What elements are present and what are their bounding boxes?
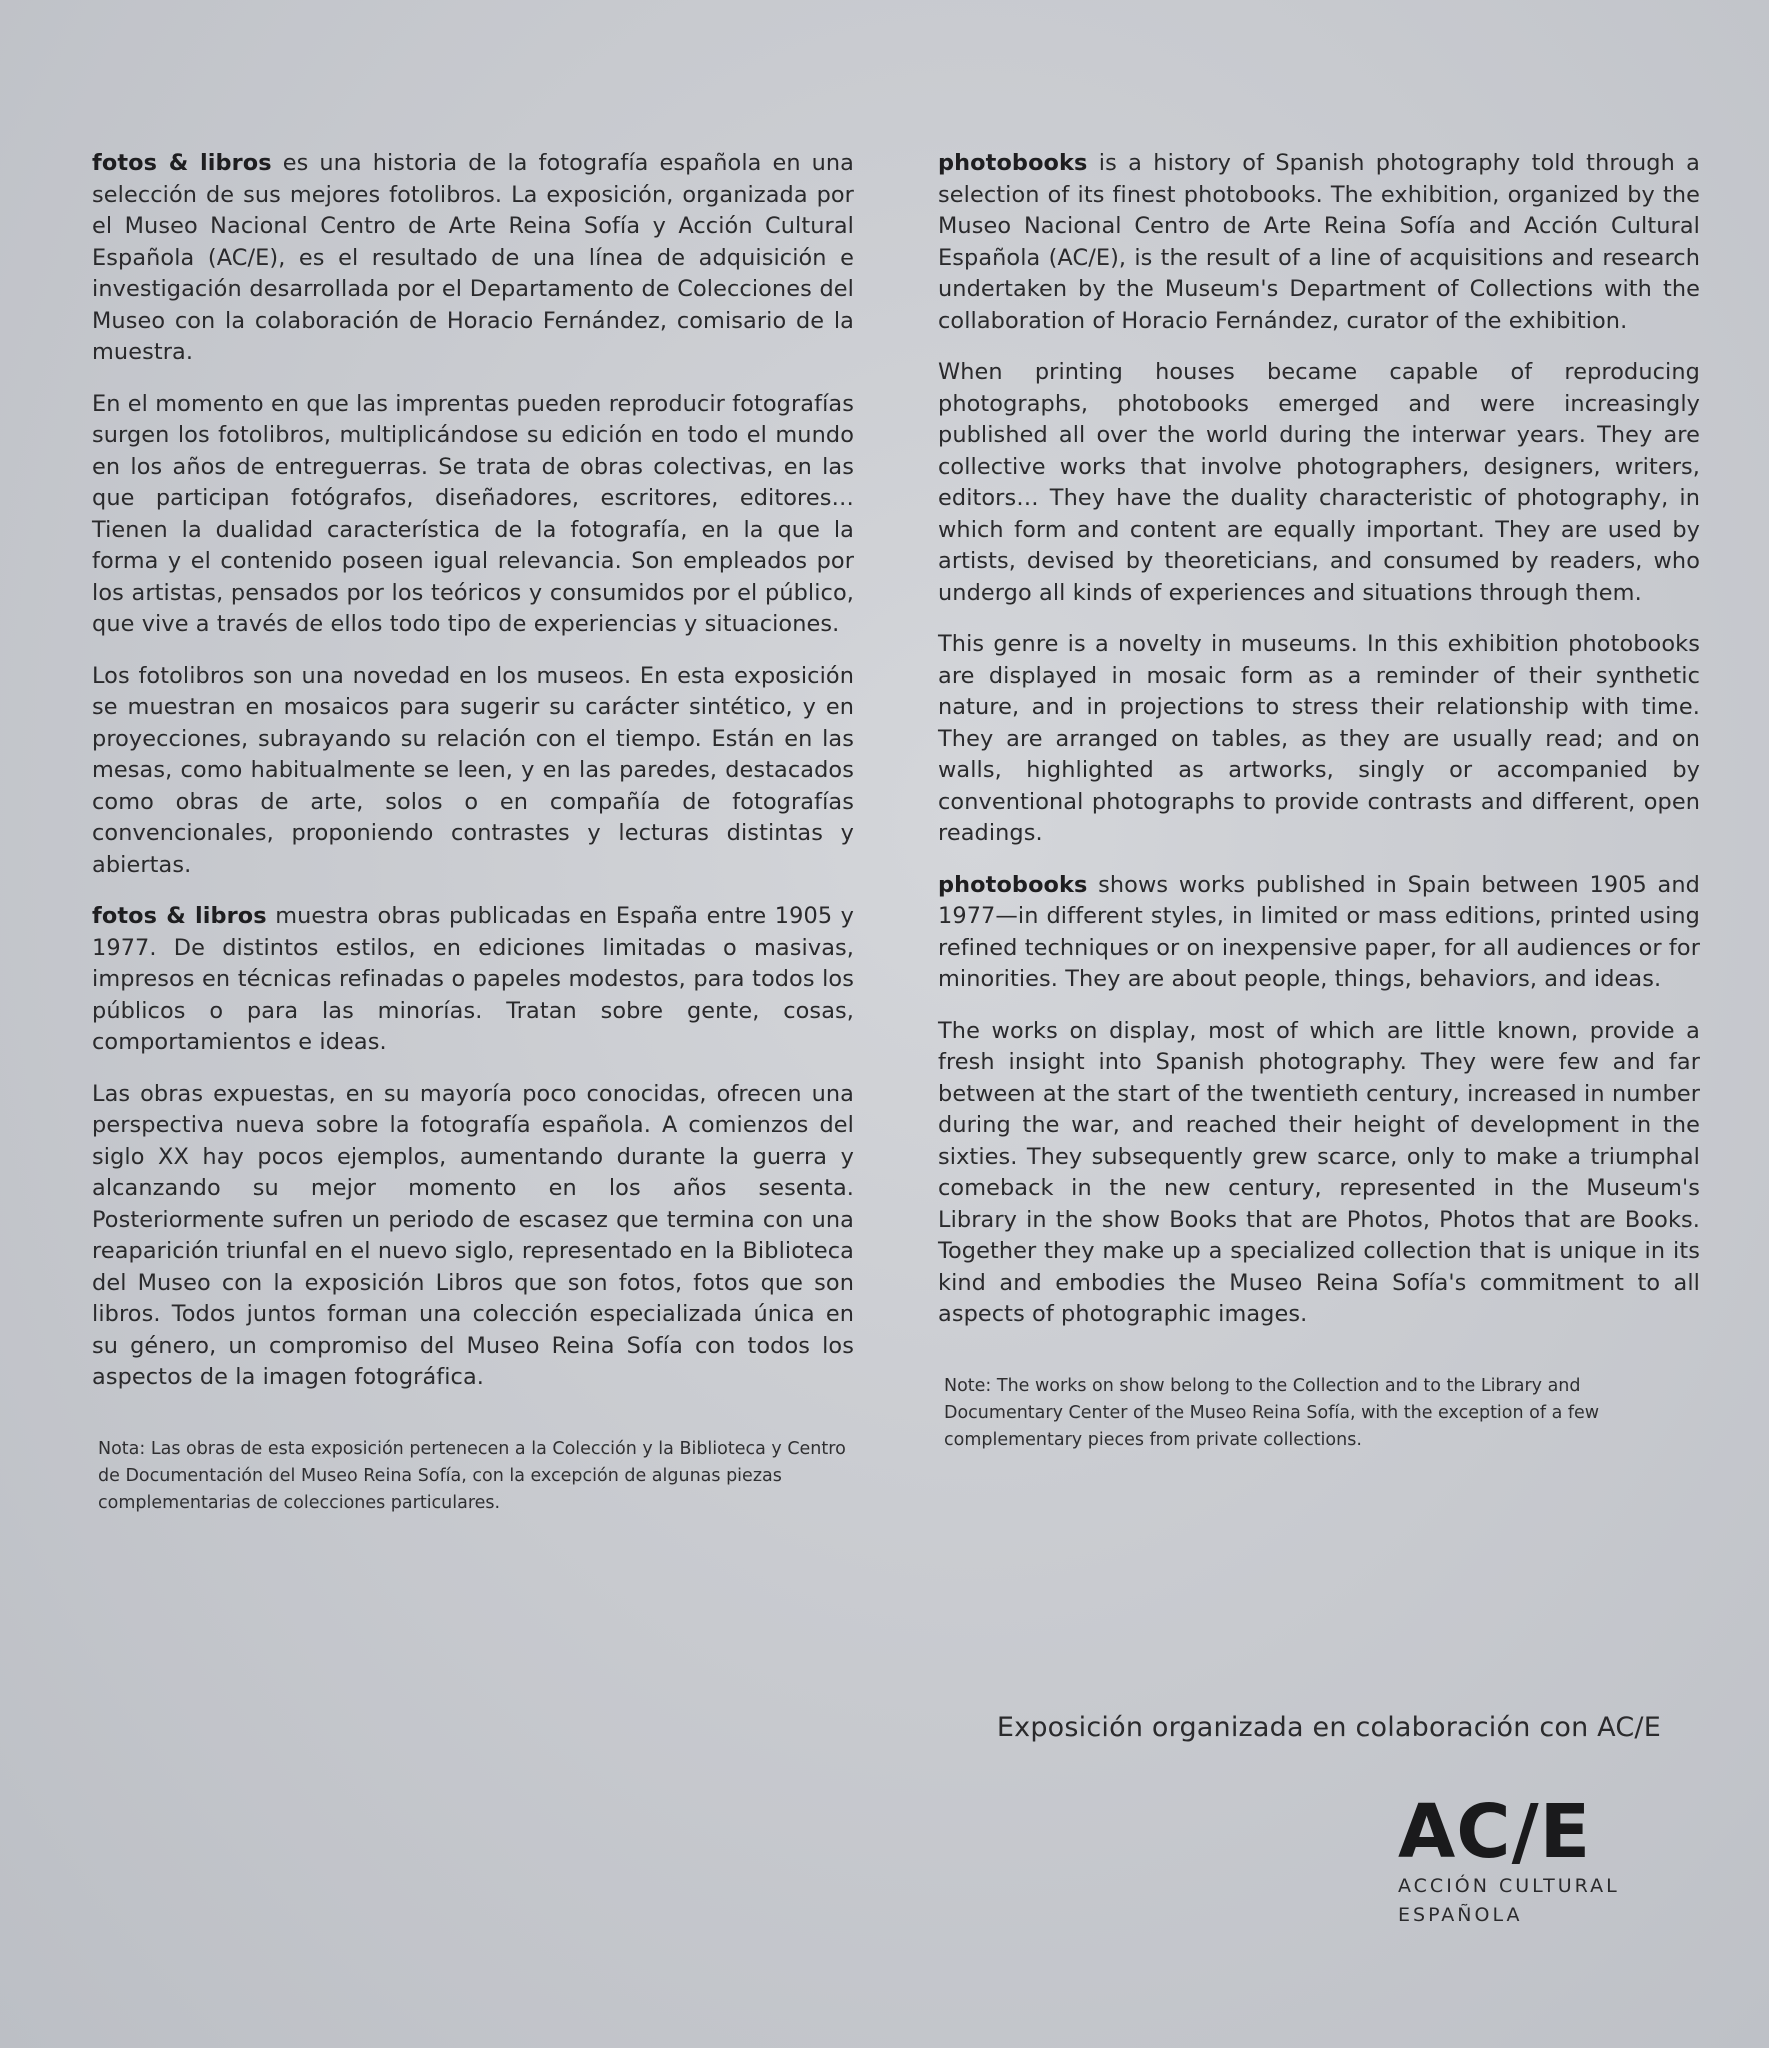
spanish-title-lead: fotos & libros bbox=[92, 150, 272, 176]
english-note: Note: The works on show belong to the Collection and to the Library and Documentary Center of the Museo Reina Sofía, with the exception of a few complementary pieces from private collections. bbox=[944, 1375, 1600, 1450]
spanish-paragraph-1-text: es una historia de la fotografía española en una selección de sus mejores fotolibros. La exposición, organizada por el Museo Nacional Centro de Arte Reina Sofía y Acción Cultural Española (AC/E), es el resultado de una línea de adquisición e investigación desarrollada por el Departamento de Colecciones del Museo con la colaboración de Horacio Fernández, comisario de la muestra. bbox=[92, 150, 855, 365]
spanish-note: Nota: Las obras de esta exposición pertenecen a la Colección y la Biblioteca y Centro de Documentación del Museo Reina Sofía, con la excepción de algunas piezas complementarias de colecciones particulares. bbox=[98, 1438, 846, 1513]
spanish-paragraph-5: Las obras expuestas, en su mayoría poco conocidas, ofrecen una perspectiva nueva sobre la fotografía española. A comienzos del siglo XX hay pocos ejemplos, aumentando durante la guerra y alcanzando su mejor momento en los años sesenta. Posteriormente sufren un periodo de escasez que termina con una reaparición triunfal en el nuevo siglo, representado en la Biblioteca del Museo con la exposición Libros que son fotos, fotos que son libros. Todos juntos forman una colección especializada única en su género, un compromiso del Museo Reina Sofía con todos los aspectos de la imagen fotográfica. bbox=[92, 1080, 854, 1390]
ace-logo-line-2: ESPAÑOLA bbox=[1398, 1904, 1523, 1926]
english-paragraph-4 bbox=[938, 870, 1700, 996]
ace-logo-mark: AC/E bbox=[1398, 1789, 1592, 1875]
english-paragraph-1-text: is a history of Spanish photography told through a selection of its finest photobooks. The exhibition, organized by the Museo Nacional Centro de Arte Reina Sofía and Acción Cultural Española (AC/E), is the result of a line of acquisitions and research undertaken by the Museum's Department of Collections with the collaboration of Horacio Fernández, curator of the exhibition. bbox=[938, 150, 1700, 334]
english-title-lead: photobooks bbox=[938, 150, 1088, 176]
english-title-lead: photobooks bbox=[938, 871, 1088, 898]
exhibition-credit: Exposición organizada en colaboración con AC/E bbox=[996, 1712, 1661, 1743]
english-paragraph-2: When printing houses became capable of reproducing photographs, photobooks emerged and were increasingly published all over the world during the interwar years. They are collective works that involve photographers, designers, writers, editors… They have the duality characteristic of photography, in which form and content are equally important. They are used by artists, devised by theoreticians, and consumed by readers, who undergo all kinds of experiences and situations through them. bbox=[938, 359, 1700, 606]
spanish-paragraph-4-text: muestra obras publicadas en España entre 1905 y 1977. De distintos estilos, en ediciones limitadas o masivas, impresos en técnicas refinadas o papeles modestos, para todos los públicos o para las minorías. Tratan sobre gente, cosas, comportamientos e ideas. bbox=[92, 903, 855, 1055]
spanish-title-lead: fotos & libros bbox=[92, 903, 267, 929]
english-paragraph-4-text: shows works published in Spain between 1905 and 1977—in different styles, in limited or mass editions, printed using refined techniques or on inexpensive paper, for all audiences or for minorities. They are about people, things, behaviors, and ideas. bbox=[938, 871, 1700, 992]
spanish-paragraph-1 bbox=[92, 148, 854, 369]
ace-logo-line-1: ACCIÓN CULTURAL bbox=[1398, 1875, 1620, 1897]
spanish-text-column bbox=[92, 148, 854, 1517]
english-text-column bbox=[938, 148, 1700, 1454]
spanish-paragraph-4 bbox=[92, 901, 854, 1059]
spanish-paragraph-3: Los fotolibros son una novedad en los museos. En esta exposición se muestran en mosaicos para sugerir su carácter sintético, y en proyecciones, subrayando su relación con el tiempo. Están en las mesas, como habitualmente se leen, y en las paredes, destacados como obras de arte, solos o en compañía de fotografías convencionales, proponiendo contrastes y lecturas distintas y abiertas. bbox=[92, 662, 854, 878]
english-paragraph-1 bbox=[938, 148, 1700, 337]
ace-logo bbox=[1398, 1789, 1668, 1929]
english-paragraph-5: The works on display, most of which are little known, provide a fresh insight into Spanish photography. They were few and far between at the start of the twentieth century, increased in number during the war, and reached their height of development in the sixties. They subsequently grew scarce, only to make a triumphal comeback in the new century, represented in the Museum's Library in the show Books that are Photos, Photos that are Books. Together they make up a specialized collection that is unique in its kind and embodies the Museo Reina Sofía's commitment to all aspects of photographic images. bbox=[938, 1017, 1700, 1327]
spanish-paragraph-2: En el momento en que las imprentas pueden reproducir fotografías surgen los fotolibros, multiplicándose su edición en todo el mundo en los años de entreguerras. Se trata de obras colectivas, en las que participan fotógrafos, diseñadores, escritores, editores… Tienen la dualidad característica de la fotografía, en la que la forma y el contenido poseen igual relevancia. Son empleados por los artistas, pensados por los teóricos y consumidos por el público, que vive a través de ellos todo tipo de experiencias y situaciones. bbox=[92, 390, 854, 637]
english-paragraph-3: This genre is a novelty in museums. In this exhibition photobooks are displayed in mosaic form as a reminder of their synthetic nature, and in projections to stress their relationship with time. They are arranged on tables, as they are usually read; and on walls, highlighted as artworks, singly or accompanied by conventional photographs to provide contrasts and different, open readings. bbox=[938, 631, 1700, 846]
